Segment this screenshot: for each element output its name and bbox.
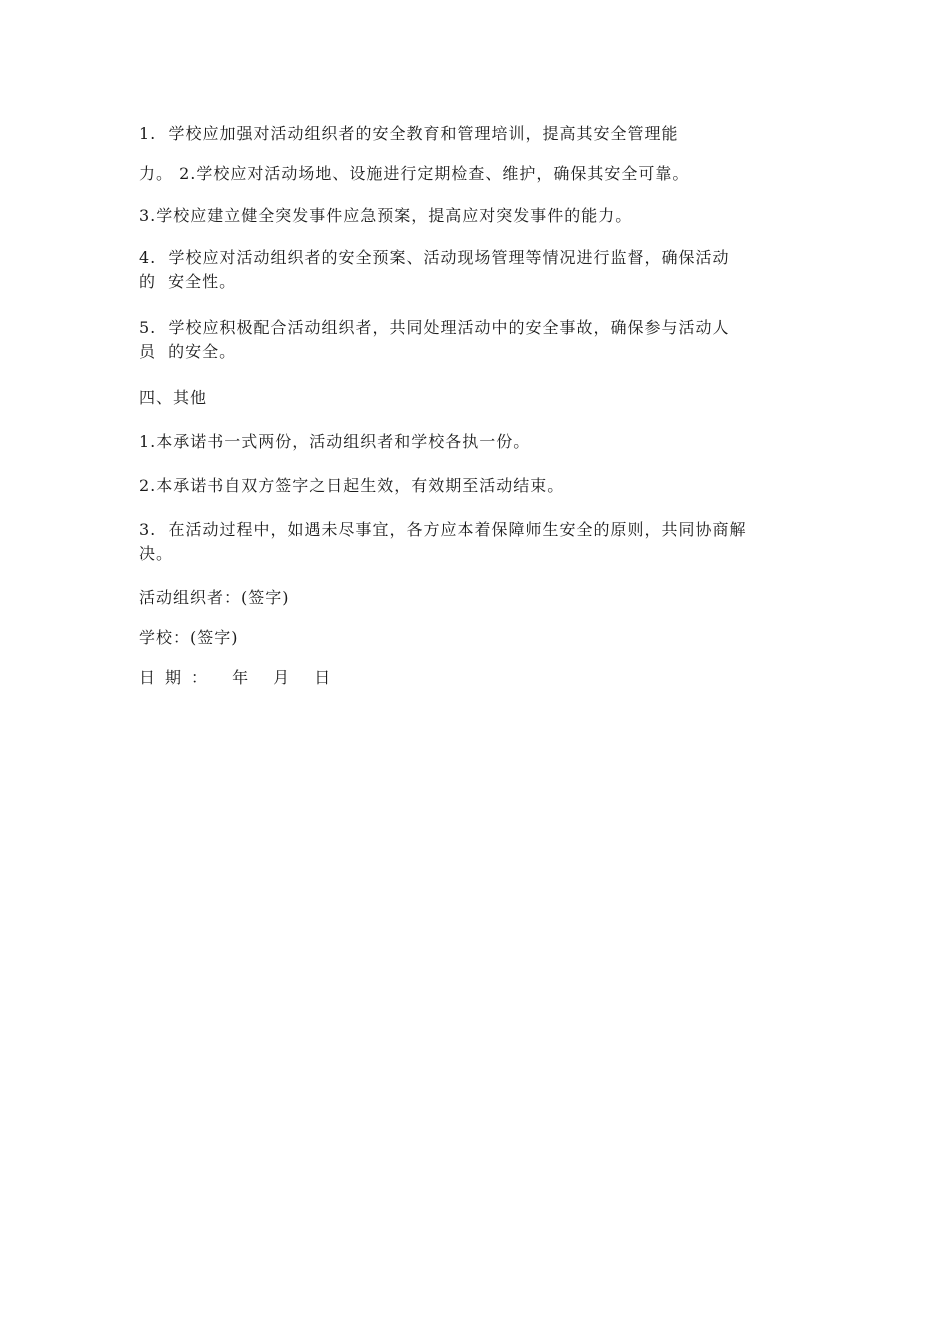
item-3: 3.学校应建立健全突发事件应急预案，提高应对突发事件的能力。 — [139, 206, 633, 225]
other-item-3-line-2: 决。 — [139, 544, 174, 563]
document-body — [139, 122, 819, 690]
item-1-line-2: 力。 2.学校应对活动场地、设施进行定期检查、维护，确保其安全可靠。 — [139, 164, 690, 183]
item-4 — [139, 246, 819, 294]
item-4-line-2: 的 安全性。 — [139, 272, 237, 291]
other-item-3-line-1: 3. 在活动过程中，如遇未尽事宜，各方应本着保障师生安全的原则，共同协商解 — [139, 520, 747, 539]
item-5-line-2: 员 的安全。 — [139, 342, 237, 361]
item-5-line-1: 5. 学校应积极配合活动组织者，共同处理活动中的安全事故，确保参与活动人 — [139, 318, 730, 337]
item-1-line-1: 1. 学校应加强对活动组织者的安全教育和管理培训，提高其安全管理能 — [139, 124, 679, 143]
organizer-signature: 活动组织者：(签字) — [139, 588, 290, 607]
other-item-3 — [139, 518, 819, 566]
school-signature: 学校：(签字) — [139, 628, 239, 647]
item-4-line-1: 4. 学校应对活动组织者的安全预案、活动现场管理等情况进行监督，确保活动 — [139, 248, 730, 267]
other-item-2: 2.本承诺书自双方签字之日起生效，有效期至活动结束。 — [139, 476, 565, 495]
item-5 — [139, 316, 819, 364]
section-heading: 四、其他 — [139, 388, 208, 407]
date-line: 日期： 年 月 日 — [139, 668, 341, 687]
other-item-1: 1.本承诺书一式两份，活动组织者和学校各执一份。 — [139, 432, 531, 451]
